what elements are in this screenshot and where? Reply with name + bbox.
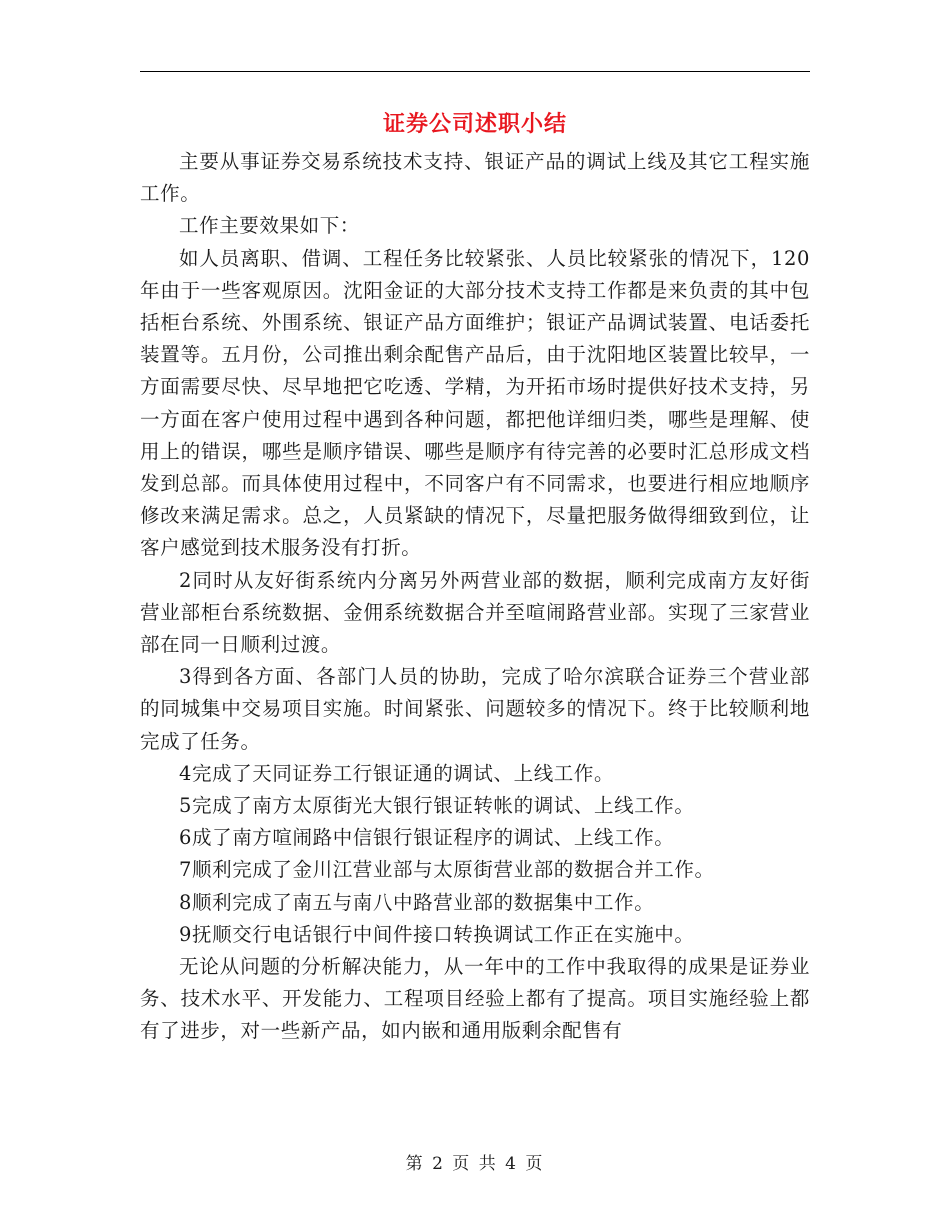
paragraph: 2同时从友好街系统内分离另外两营业部的数据，顺利完成南方友好街营业部柜台系统数据、金佣系统数据合并至喧闹路营业部。实现了三家营业部在同一日顺利过渡。 [140,568,810,657]
header-rule [140,71,810,72]
paragraph: 6成了南方喧闹路中信银行银证程序的调试、上线工作。 [179,826,675,850]
paragraph: 主要从事证券交易系统技术支持、银证产品的调试上线及其它工程实施工作。 [140,150,810,206]
paragraph: 9抚顺交行电话银行中间件接口转换调试工作正在实施中。 [179,922,695,946]
paragraph: 3得到各方面、各部门人员的协助，完成了哈尔滨联合证券三个营业部的同城集中交易项目实施。时间紧张、问题较多的情况下。终于比较顺利地完成了任务。 [140,665,810,753]
document-body [140,146,810,1048]
paragraph: 5完成了南方太原街光大银行银证转帐的调试、上线工作。 [179,794,695,818]
document-title: 证券公司述职小结 [382,111,567,137]
paragraph: 8顺利完成了南五与南八中路营业部的数据集中工作。 [179,890,655,914]
paragraph: 无论从问题的分析解决能力，从一年中的工作中我取得的成果是证券业务、技术水平、开发能力、工程项目经验上都有了提高。项目实施经验上都有了进步，对一些新产品，如内嵌和通用版剩余配售有 [140,955,810,1043]
paragraph: 4完成了天同证券工行银证通的调试、上线工作。 [179,761,615,785]
page-number: 第 2 页 共 4 页 [405,1154,545,1174]
paragraph: 如人员离职、借调、工程任务比较紧张、人员比较紧张的情况下，120年由于一些客观原因。沈阳金证的大部分技术支持工作都是来负责的其中包括柜台系统、外围系统、银证产品方面维护；银证产品调试装置、电话委托装置等。五月份，公司推出剩余配售产品后，由于沈阳地区装置比较早，一方面需要尽快、尽早地把它吃透、学精，为开拓市场时提供好技术支持，另一方面在客户使用过程中遇到各种问题，都把他详细归类，哪些是理解、使用上的错误，哪些是顺序错误、哪些是顺序有待完善的必要时汇总形成文档发到总部。而具体使用过程中，不同客户有不同需求，也要进行相应地顺序修改来满足需求。总之，人员紧缺的情况下，尽量把服务做得细致到位，让客户感觉到技术服务没有打折。 [140,246,810,560]
paragraph: 工作主要效果如下： [179,214,360,238]
paragraph: 7顺利完成了金川江营业部与太原街营业部的数据合并工作。 [179,858,715,882]
